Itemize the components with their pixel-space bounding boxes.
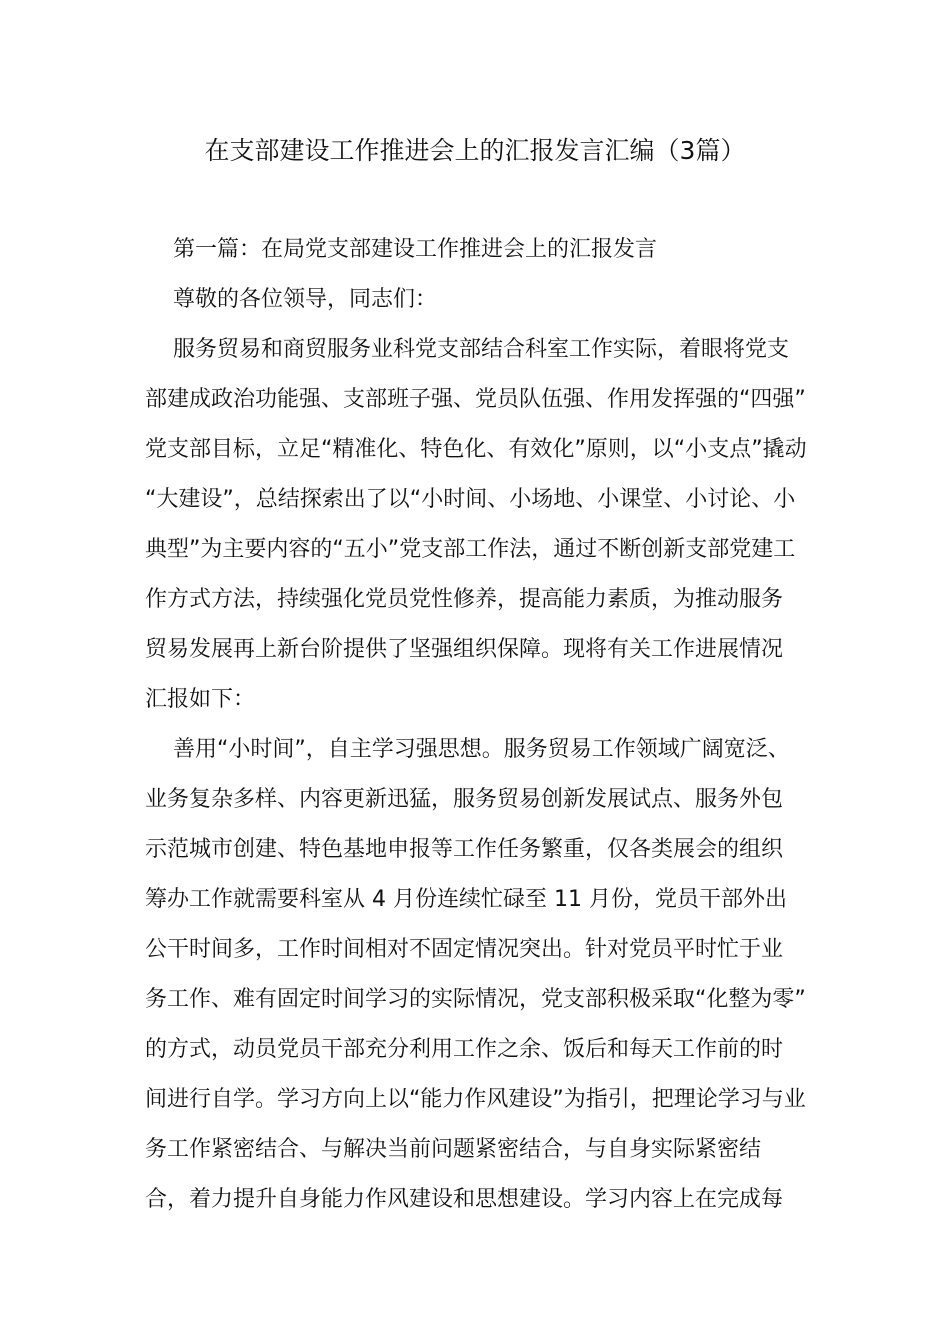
paragraph-line: 示范城市创建、特色基地申报等工作任务繁重，仅各类展会的组织 — [145, 837, 784, 862]
paragraph-line: 典型”为主要内容的“五小”党支部工作法，通过不断创新支部党建工 — [145, 537, 796, 562]
paragraph-line: 业务复杂多样、内容更新迅猛，服务贸易创新发展试点、服务外包 — [145, 787, 784, 812]
paragraph-line: 公干时间多，工作时间相对不固定情况突出。针对党员平时忙于业 — [145, 937, 784, 962]
paragraph-line: 务工作、难有固定时间学习的实际情况，党支部积极采取“化整为零” — [145, 987, 806, 1012]
document-title: 在支部建设工作推进会上的汇报发言汇编（3篇） — [204, 136, 746, 165]
paragraph-line: 善用“小时间”，自主学习强思想。服务贸易工作领域广阔宽泛、 — [173, 737, 790, 762]
section-heading: 第一篇：在局党支部建设工作推进会上的汇报发言 — [173, 237, 658, 262]
paragraph-line: 作方式方法，持续强化党员党性修养，提高能力素质，为推动服务 — [145, 587, 784, 612]
paragraph-line: 筹办工作就需要科室从 4 月份连续忙碌至 11 月份，党员干部外出 — [145, 887, 787, 912]
paragraph-line: “大建设”，总结探索出了以“小时间、小场地、小课堂、小讨论、小 — [145, 487, 796, 512]
paragraph-line: 合，着力提升自身能力作风建设和思想建设。学习内容上在完成每 — [145, 1187, 784, 1212]
paragraph-line: 的方式，动员党员干部充分利用工作之余、饭后和每天工作前的时 — [145, 1037, 784, 1062]
paragraph-line: 部建成政治功能强、支部班子强、党员队伍强、作用发挥强的“四强” — [145, 387, 806, 412]
paragraph-line: 服务贸易和商贸服务业科党支部结合科室工作实际，着眼将党支 — [173, 337, 790, 362]
paragraph-line: 汇报如下： — [145, 687, 256, 712]
paragraph-line: 贸易发展再上新台阶提供了坚强组织保障。现将有关工作进展情况 — [145, 637, 784, 662]
paragraph-line: 间进行自学。学习方向上以“能力作风建设”为指引，把理论学习与业 — [145, 1087, 806, 1112]
salutation: 尊敬的各位领导，同志们： — [173, 287, 438, 312]
paragraph-line: 党支部目标，立足“精准化、特色化、有效化”原则，以“小支点”撬动 — [145, 437, 807, 462]
paragraph-line: 务工作紧密结合、与解决当前问题紧密结合，与自身实际紧密结 — [145, 1137, 762, 1162]
